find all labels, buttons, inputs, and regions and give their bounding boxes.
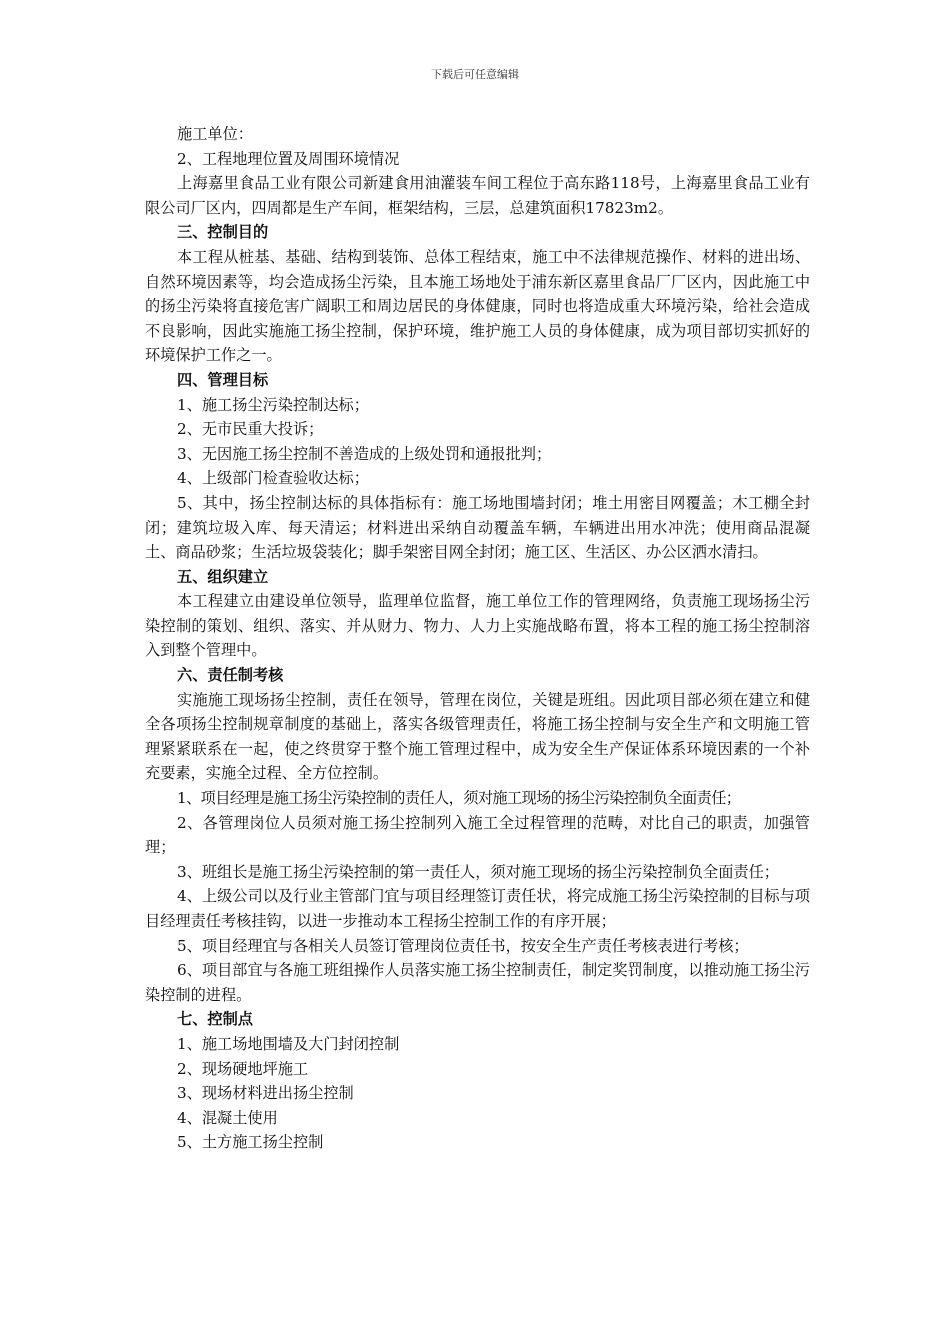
document-body xyxy=(145,122,810,1155)
section-heading: 五、组织建立 xyxy=(177,567,269,586)
list-item: 2、各管理岗位人员须对施工扬尘控制列入施工全过程管理的范畴，对比自己的职责，加强管理； xyxy=(145,813,810,857)
paragraph: 实施施工现场扬尘控制，责任在领导，管理在岗位，关键是班组。因此项目部必须在建立和健全各项扬尘控制规章制度的基础上，落实各级管理责任，将施工扬尘控制与安全生产和文明施工管理紧紧联系在一起，使之终贯穿于整个施工管理过程中，成为安全生产保证体系环境因素的一个补充要素，实施全过程、全方位控制。 xyxy=(145,690,810,783)
paragraph: 本工程从桩基、基础、结构到装饰、总体工程结束，施工中不法律规范操作、材料的进出场、自然环境因素等，均会造成扬尘污染，且本施工场地处于浦东新区嘉里食品厂厂区内，因此施工中的扬尘污染将直接危害广阔职工和周边居民的身体健康，同时也将造成重大环境污染，给社会造成不良影响，因此实施施工扬尘控制，保护环境，维护施工人员的身体健康，成为项目部切实抓好的环境保护工作之一。 xyxy=(145,247,810,365)
section-heading: 六、责任制考核 xyxy=(177,666,284,685)
list-item: 5、项目经理宜与各相关人员签订管理岗位责任书，按安全生产责任考核表进行考核； xyxy=(177,936,749,955)
page-header: 下载后可任意编辑 xyxy=(431,68,519,81)
paragraph: 本工程建立由建设单位领导，监理单位监督，施工单位工作的管理网络，负责施工现场扬尘污染控制的策划、组织、落实、并从财力、物力、人力上实施战略布置，将本工程的施工扬尘控制溶入到整个管理中。 xyxy=(145,592,810,660)
section-heading: 四、管理目标 xyxy=(177,370,269,389)
list-item: 3、无因施工扬尘控制不善造成的上级处罚和通报批判； xyxy=(177,444,552,463)
list-item: 5、土方施工扬尘控制 xyxy=(177,1133,324,1152)
section-heading: 七、控制点 xyxy=(177,1010,253,1029)
list-item: 1、施工场地围墙及大门封闭控制 xyxy=(177,1034,400,1053)
paragraph: 施工单位： xyxy=(177,125,253,143)
list-item: 1、施工扬尘污染控制达标； xyxy=(177,395,369,414)
list-item: 4、上级部门检查验收达标； xyxy=(177,469,369,488)
list-item: 3、现场材料进出扬尘控制 xyxy=(177,1084,354,1103)
list-item: 6、项目部宜与各施工班组操作人员落实施工扬尘控制责任，制定奖罚制度，以推动施工扬尘污染控制的进程。 xyxy=(145,961,810,1004)
section-heading: 三、控制目的 xyxy=(177,223,269,242)
list-item: 4、混凝土使用 xyxy=(177,1108,278,1127)
list-item: 2、现场硬地坪施工 xyxy=(177,1059,309,1078)
list-item: 1、项目经理是施工扬尘污染控制的责任人，须对施工现场的扬尘污染控制负全面责任； xyxy=(177,789,741,808)
list-item: 4、上级公司以及行业主管部门宜与项目经理签订责任状，将完成施工扬尘污染控制的目标与项目经理责任考核挂钩，以进一步推动本工程扬尘控制工作的有序开展； xyxy=(145,887,810,930)
paragraph: 2、工程地理位置及周围环境情况 xyxy=(177,149,400,168)
list-item: 5、其中，扬尘控制达标的具体指标有：施工场地围墙封闭；堆土用密目网覆盖；木工棚全封闭；建筑垃圾入库、每天清运；材料进出采纳自动覆盖车辆，车辆进出用水冲洗；使用商品混凝土、商品砂浆；生活垃圾袋装化；脚手架密目网全封闭；施工区、生活区、办公区洒水清扫。 xyxy=(145,493,810,562)
list-item: 2、无市民重大投诉； xyxy=(177,420,324,439)
paragraph: 上海嘉里食品工业有限公司新建食用油灌装车间工程位于高东路118号，上海嘉里食品工业有限公司厂区内，四周都是生产车间，框架结构，三层，总建筑面积17823m2。 xyxy=(145,174,810,217)
list-item: 3、班组长是施工扬尘污染控制的第一责任人，须对施工现场的扬尘污染控制负全面责任； xyxy=(177,862,779,881)
